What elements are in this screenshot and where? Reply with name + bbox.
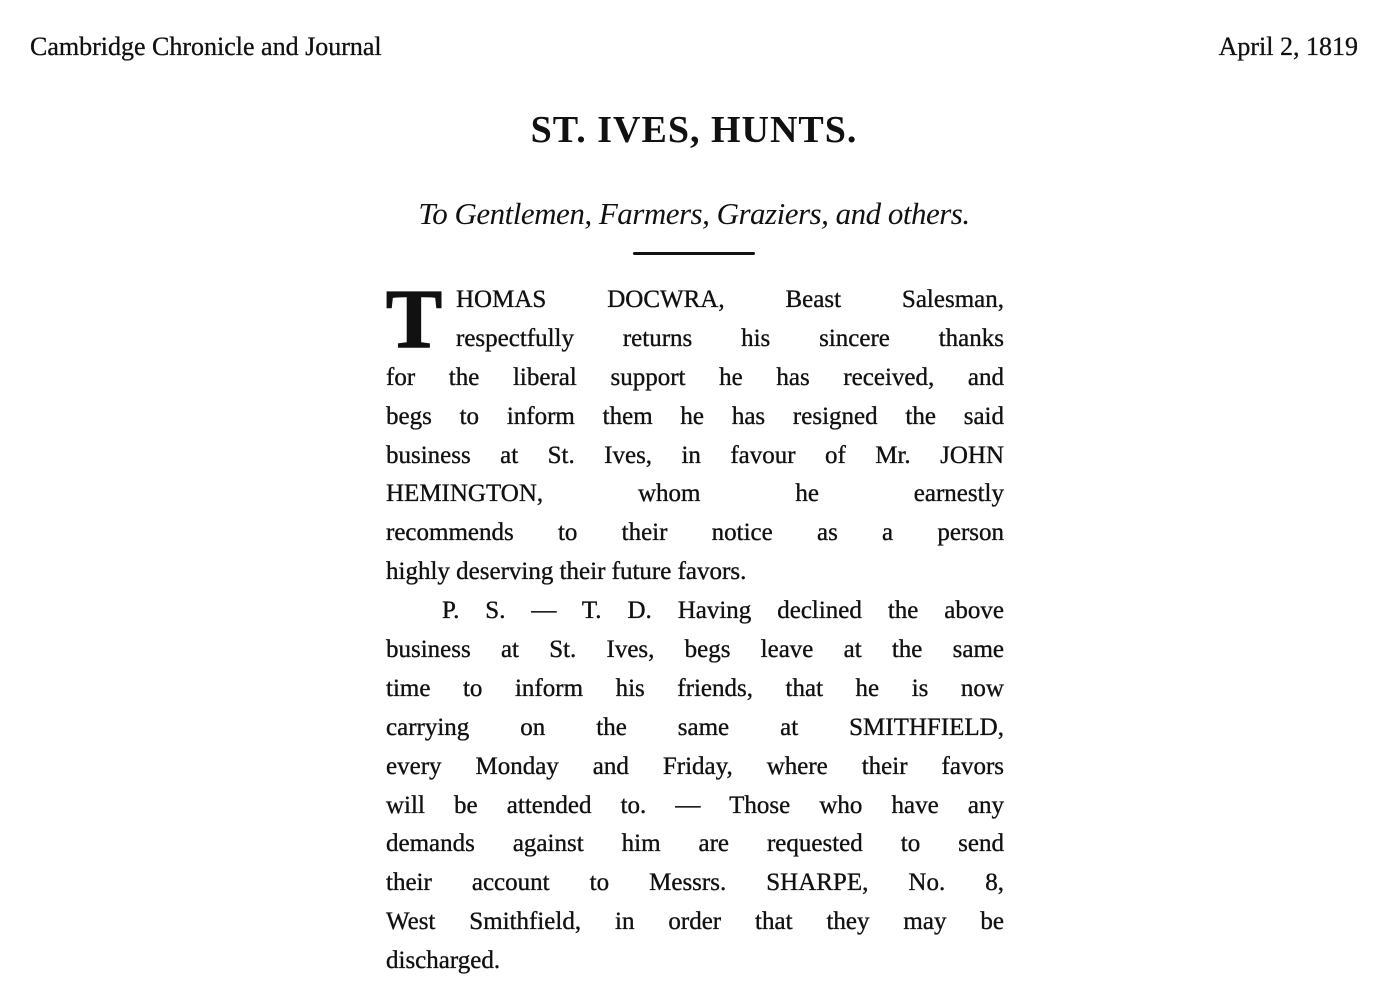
article-subtitle: To Gentlemen, Farmers, Graziers, and others. [418, 196, 970, 231]
article-title: ST. IVES, HUNTS. [530, 109, 858, 151]
divider-rule [633, 252, 755, 255]
text-line: begs to inform them he has resigned the said [386, 402, 1004, 430]
text-line: every Monday and Friday, where their favors [386, 752, 1004, 780]
text-line: carrying on the same at SMITHFIELD, [386, 713, 1004, 741]
text-line: business at St. Ives, begs leave at the same [386, 636, 1004, 664]
text-line: their account to Messrs. SHARPE, No. 8, [386, 869, 1004, 897]
publication-date: April 2, 1819 [1218, 32, 1358, 61]
publication-name: Cambridge Chronicle and Journal [30, 32, 382, 61]
text-line: recommends to their notice as a person [386, 519, 1004, 547]
text-line: HOMAS DOCWRA, Beast Salesman, [456, 286, 1004, 313]
text-line: discharged. [386, 947, 501, 975]
text-line: West Smithfield, in order that they may be [386, 908, 1004, 936]
text-line: respectfully returns his sincere thanks [456, 324, 1004, 352]
text-line: P. S. — T. D. Having declined the above [442, 597, 1004, 625]
paragraph-1 [386, 273, 1004, 592]
paragraph-2 [386, 592, 1004, 981]
text-line: for the liberal support he has received, and [386, 363, 1004, 391]
text-line: highly deserving their future favors. [386, 558, 747, 586]
text-line: will be attended to. — Those who have any [386, 791, 1004, 819]
text-line: time to inform his friends, that he is now [386, 674, 1004, 702]
text-line: business at St. Ives, in favour of Mr. JOHN [386, 441, 1004, 469]
text-line: demands against him are requested to send [386, 830, 1004, 858]
text-line: HEMINGTON, whom he earnestly [386, 480, 1004, 508]
drop-cap: T [386, 273, 443, 366]
article-body [386, 273, 1004, 981]
